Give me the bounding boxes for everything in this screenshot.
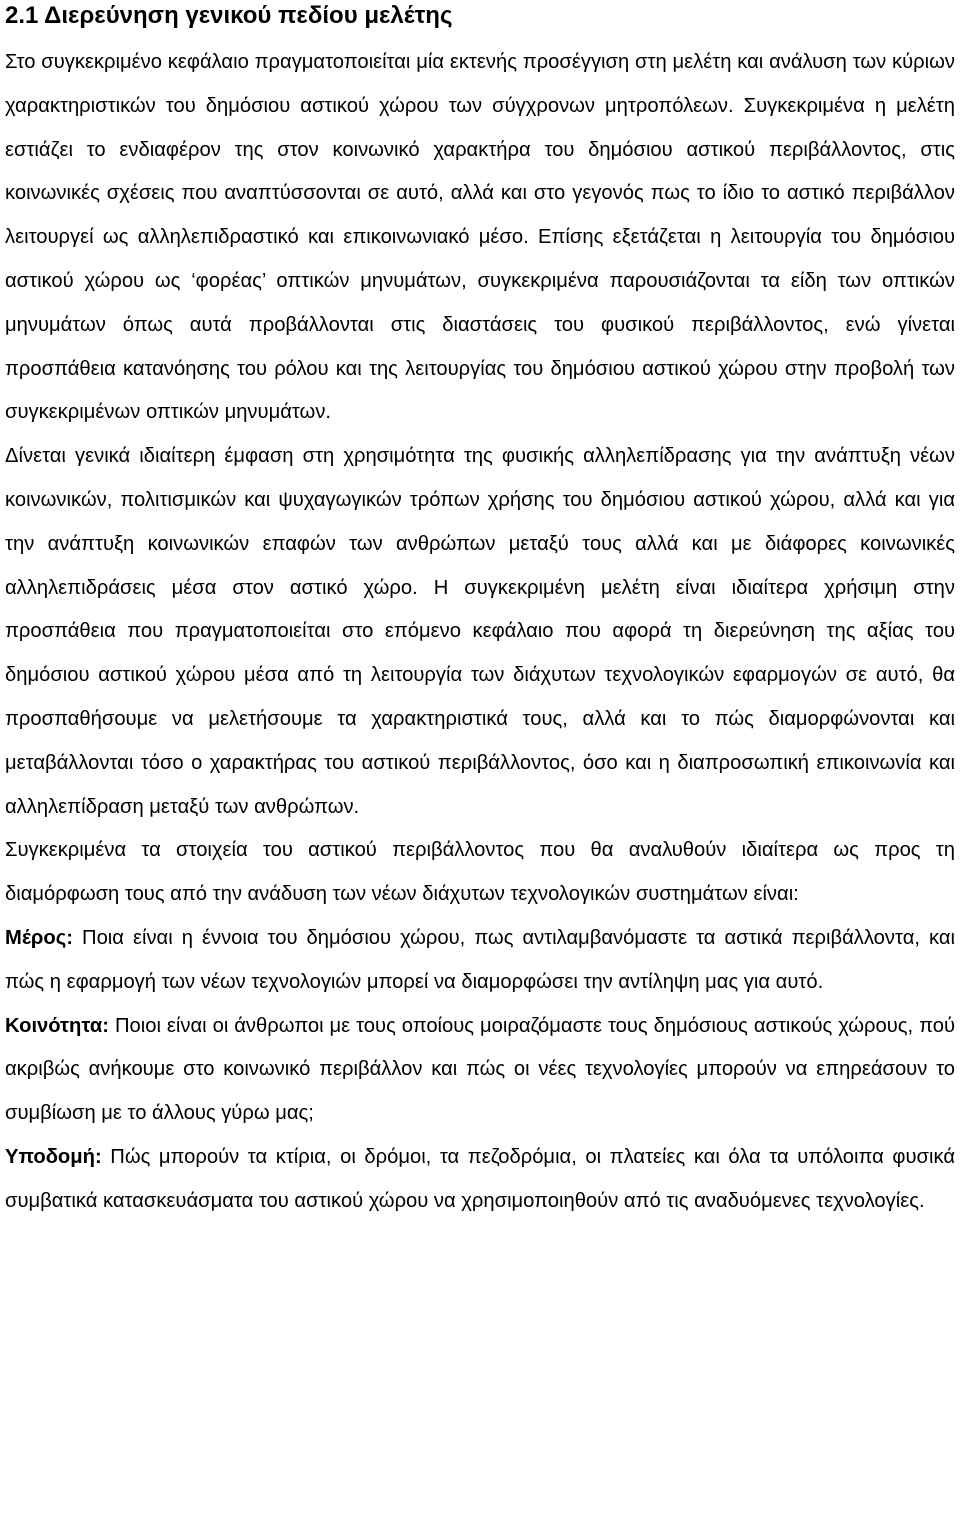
- definition-place: [5, 917, 955, 1005]
- definition-text: Ποια είναι η έννοια του δημόσιου χώρου, πως αντιλαμβανόμαστε τα αστικά περιβάλλοντα, και πώς η εφαρμογή των νέων τεχνολογιών μπορεί να διαμορφώσει την αντίληψη μας για αυτό.: [5, 926, 955, 993]
- definition-term: Υποδομή:: [5, 1145, 102, 1168]
- definition-term: Μέρος:: [5, 926, 73, 949]
- definition-text: Πώς μπορούν τα κτίρια, οι δρόμοι, τα πεζοδρόμια, οι πλατείες και όλα τα υπόλοιπα φυσικά συμβατικά κατασκευάσματα του αστικού χώρου να χρησιμοποιηθούν από τις αναδυόμενες τεχνολογίες.: [5, 1145, 955, 1212]
- elements-intro-paragraph: Συγκεκριμένα τα στοιχεία του αστικού περιβάλλοντος που θα αναλυθούν ιδιαίτερα ως προς τη διαμόρφωση τους από την ανάδυση των νέων διάχυτων τεχνολογικών συστημάτων είναι:: [5, 839, 955, 906]
- definition-term: Κοινότητα:: [5, 1014, 109, 1037]
- definition-text: Ποιοι είναι οι άνθρωποι με τους οποίους μοιραζόμαστε τους δημόσιους αστικούς χώρους, πού ακριβώς ανήκουμε στο κοινωνικό περιβάλλον και πώς οι νέες τεχνολογίες μπορούν να επηρεάσουν το συμβίωση με το άλλους γύρω μας;: [5, 1014, 955, 1125]
- emphasis-paragraph: Δίνεται γενικά ιδιαίτερη έμφαση στη χρησιμότητα της φυσικής αλληλεπίδρασης για την ανάπτυξη νέων κοινωνικών, πολιτισμικών και ψυχαγωγικών τρόπων χρήσης του δημόσιου αστικού χώρου, αλλά και για την ανάπτυξη κοινωνικών επαφών των ανθρώπων μεταξύ τους αλλά και με διάφορες κοινωνικές αλληλεπιδράσεις μέσα στον αστικό χώρο. Η συγκεκριμένη μελέτη είναι ιδιαίτερα χρήσιμη στην προσπάθεια που πραγματοποιείται στο επόμενο κεφάλαιο που αφορά τη διερεύνηση της αξίας του δημόσιου αστικού χώρου μέσα από τη λειτουργία των διάχυτων τεχνολογικών εφαρμογών σε αυτό, θα προσπαθήσουμε να μελετήσουμε τα χαρακτηριστικά τους, αλλά και το πώς διαμορφώνονται και μεταβάλλονται τόσο ο χαρακτήρας του αστικού περιβάλλοντος, όσο και η διαπροσωπική επικοινωνία και αλληλεπίδραση μεταξύ των ανθρώπων.: [5, 445, 955, 818]
- section-heading: 2.1 Διερεύνηση γενικού πεδίου μελέτης: [5, 2, 453, 29]
- document-page: [5, 0, 955, 1224]
- definition-community: [5, 1005, 955, 1136]
- definition-infrastructure: [5, 1136, 955, 1224]
- intro-paragraph: Στο συγκεκριμένο κεφάλαιο πραγματοποιείται μία εκτενής προσέγγιση στη μελέτη και ανάλυση των κύριων χαρακτηριστικών του δημόσιου αστικού χώρου των σύγχρονων μητροπόλεων. Συγκεκριμένα η μελέτη εστιάζει το ενδιαφέρον της στον κοινωνικό χαρακτήρα του δημόσιου αστικού περιβάλλοντος, στις κοινωνικές σχέσεις που αναπτύσσονται σε αυτό, αλλά και στο γεγονός πως το ίδιο το αστικό περιβάλλον λειτουργεί ως αλληλεπιδραστικό και επικοινωνιακό μέσο. Επίσης εξετάζεται η λειτουργία του δημόσιου αστικού χώρου ως ‘φορέας’ οπτικών μηνυμάτων, συγκεκριμένα παρουσιάζονται τα είδη των οπτικών μηνυμάτων όπως αυτά προβάλλονται στις διαστάσεις του φυσικού περιβάλλοντος, ενώ γίνεται προσπάθεια κατανόησης του ρόλου και της λειτουργίας του δημόσιου αστικού χώρου στην προβολή των συγκεκριμένων οπτικών μηνυμάτων.: [5, 51, 955, 424]
